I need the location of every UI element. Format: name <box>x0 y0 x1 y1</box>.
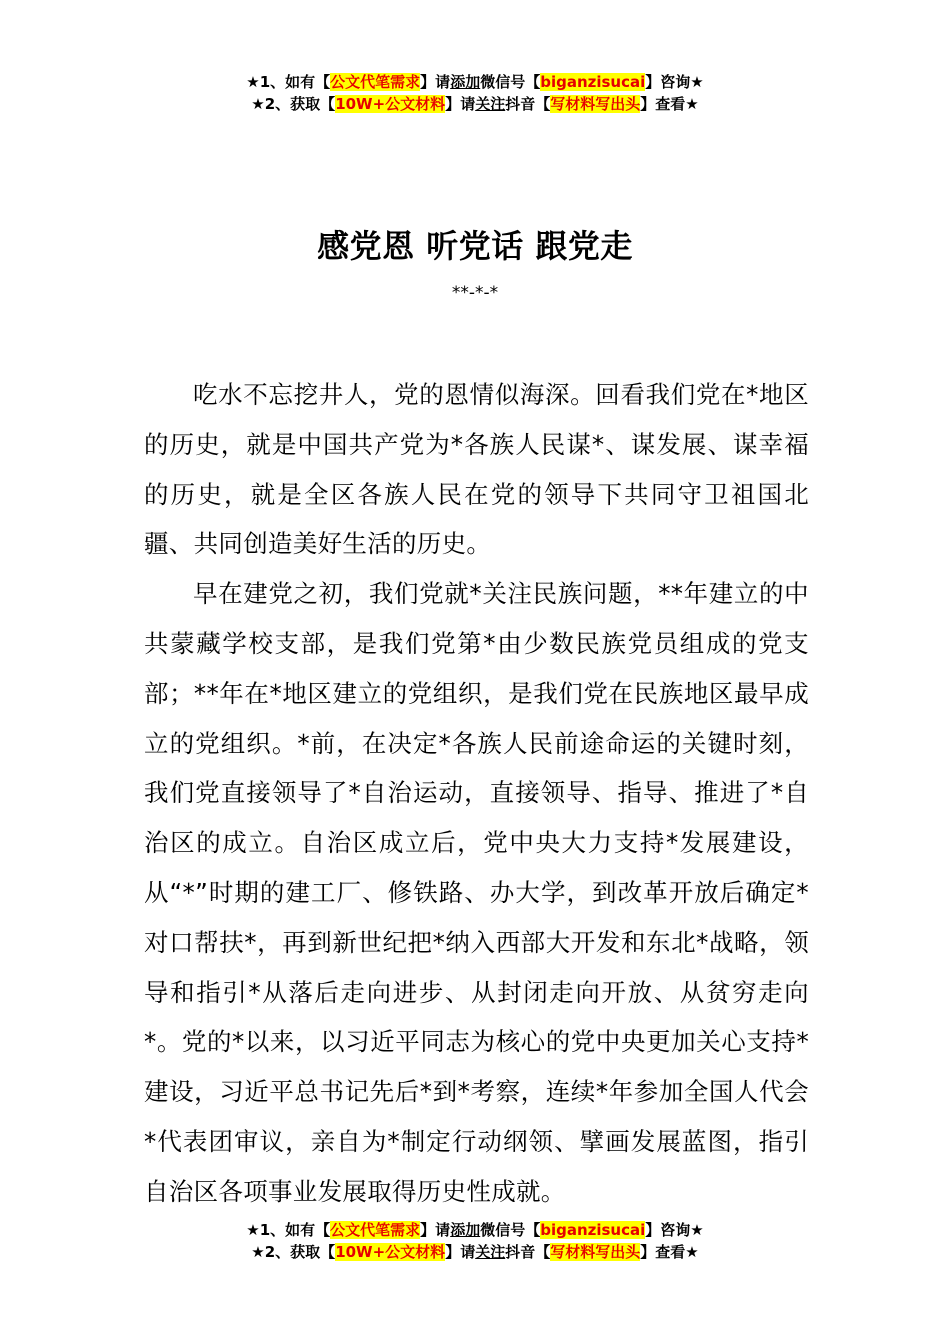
promo-highlight-wechat-id: biganzisucai <box>540 73 646 91</box>
promo-line-1 <box>0 1219 950 1241</box>
promo-text: 抖音【 <box>505 95 551 113</box>
promo-line-2 <box>0 1241 950 1263</box>
promo-banner-top <box>0 71 950 115</box>
promo-text: 】查看★ <box>640 95 699 113</box>
promo-banner-bottom <box>0 1219 950 1263</box>
promo-underlined: 添加 <box>450 73 481 91</box>
promo-highlight: 公文代笔需求 <box>330 73 421 91</box>
promo-text: 】请 <box>420 1221 451 1239</box>
promo-text: 微信号【 <box>480 73 541 91</box>
promo-line-1 <box>0 71 950 93</box>
promo-text: ★2、获取【 <box>251 1243 336 1261</box>
promo-text: 】咨询★ <box>645 73 704 91</box>
promo-text: 】查看★ <box>640 1243 699 1261</box>
promo-highlight-douyin-id: 写材料写出头 <box>550 95 641 113</box>
promo-highlight: 10W+公文材料 <box>335 1243 446 1261</box>
body-paragraph: 早在建党之初，我们党就*关注民族问题，**年建立的中共蒙藏学校支部，是我们党第*由少数民族党员组成的党支部；**年在*地区建立的党组织，是我们党在民族地区最早成立的党组织。*前，在决定*各族人民前途命运的关键时刻，我们党直接领导了*自治运动，直接领导、指导、推进了*自治区的成立。自治区成立后，党中央大力支持*发展建设，从“*”时期的建工厂、修铁路、办大学，到改革开放后确定*对口帮扶*，再到新世纪把*纳入西部大开发和东北*战略，领导和指引*从落后走向进步、从封闭走向开放、从贫穷走向*。党的*以来，以习近平同志为核心的党中央更加关心支持*建设，习近平总书记先后*到*考察，连续*年参加全国人代会*代表团审议，亲自为*制定行动纲领、擘画发展蓝图，指引自治区各项事业发展取得历史性成就。 <box>144 579 809 1206</box>
promo-highlight-douyin-id: 写材料写出头 <box>550 1243 641 1261</box>
promo-underlined: 添加 <box>450 1221 481 1239</box>
promo-text: ★2、获取【 <box>251 95 336 113</box>
promo-highlight-wechat-id: biganzisucai <box>540 1221 646 1239</box>
promo-text: ★1、如有【 <box>246 73 331 91</box>
promo-text: 】咨询★ <box>645 1221 704 1239</box>
promo-text: 抖音【 <box>505 1243 551 1261</box>
document-author: **-*-* <box>451 283 499 303</box>
promo-text: 】请 <box>420 73 451 91</box>
promo-text: 】请 <box>445 1243 476 1261</box>
promo-text: ★1、如有【 <box>246 1221 331 1239</box>
promo-highlight: 公文代笔需求 <box>330 1221 421 1239</box>
promo-line-2 <box>0 93 950 115</box>
document-title: 感党恩 听党话 跟党走 <box>317 227 633 265</box>
promo-text: 微信号【 <box>480 1221 541 1239</box>
body-paragraph: 吃水不忘挖井人，党的恩情似海深。回看我们党在*地区的历史，就是中国共产党为*各族人民谋*、谋发展、谋幸福的历史，就是全区各族人民在党的领导下共同守卫祖国北疆、共同创造美好生活的历史。 <box>144 380 809 559</box>
promo-underlined: 关注 <box>475 1243 506 1261</box>
promo-underlined: 关注 <box>475 95 506 113</box>
promo-text: 】请 <box>445 95 476 113</box>
promo-highlight: 10W+公文材料 <box>335 95 446 113</box>
document-body <box>144 370 809 1217</box>
